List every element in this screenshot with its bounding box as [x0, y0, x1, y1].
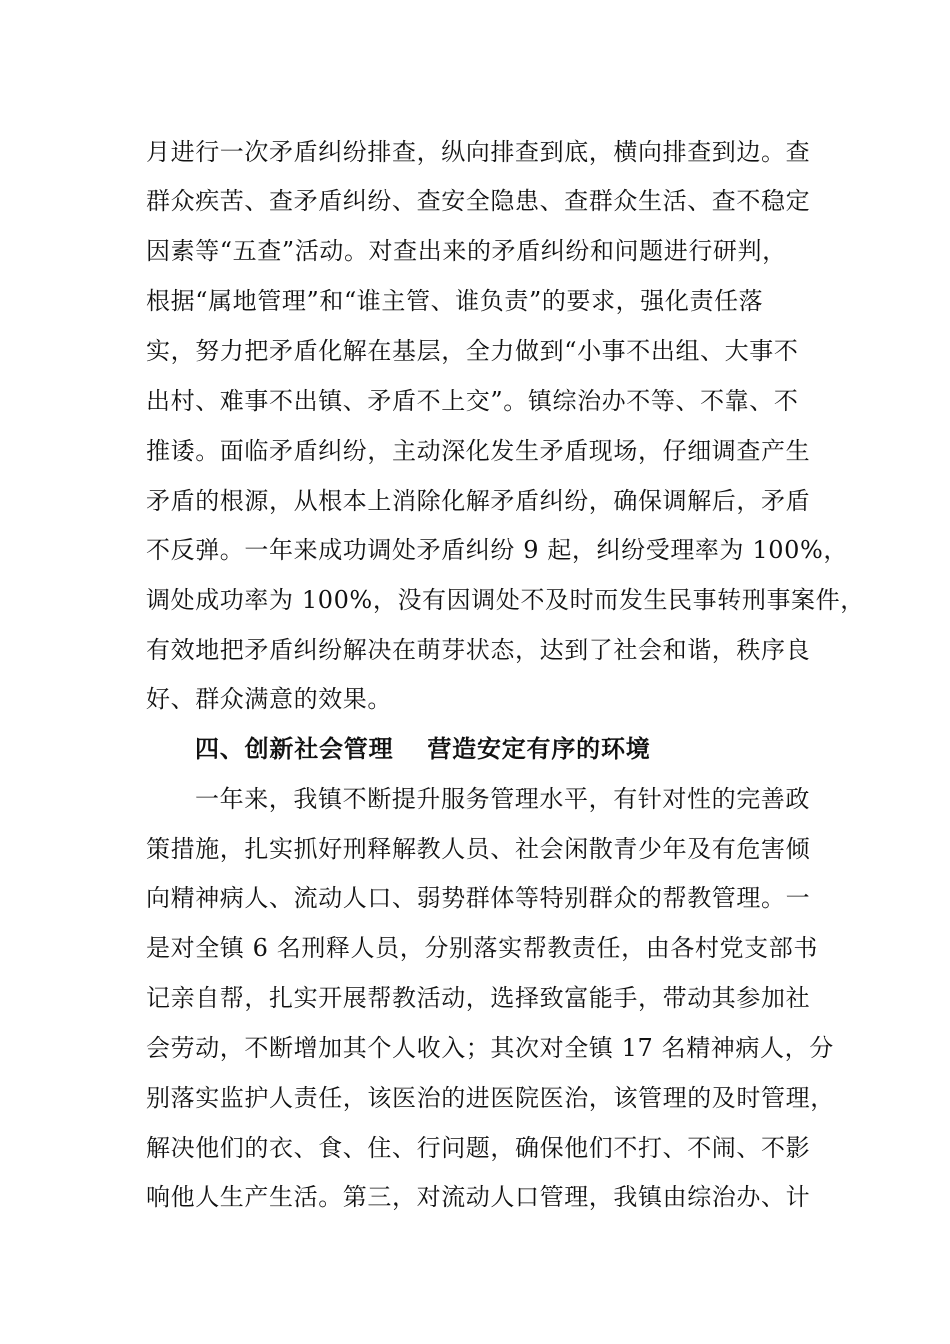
body-text-line: 不反弹。一年来成功调处矛盾纠纷 9 起，纠纷受理率为 100%，	[146, 536, 848, 564]
body-text-line: 有效地把矛盾纠纷解决在萌芽状态，达到了社会和谐，秩序良	[146, 636, 811, 664]
body-text-line: 出村、难事不出镇、矛盾不上交”。镇综治办不等、不靠、不	[146, 387, 799, 415]
body-text-line: 记亲自帮，扎实开展帮教活动，选择致富能手，带动其参加社	[146, 984, 811, 1012]
paragraph-first-line: 一年来，我镇不断提升服务管理水平，有针对性的完善政	[195, 785, 810, 813]
section-heading: 四、创新社会管理 营造安定有序的环境	[195, 735, 651, 763]
body-text-line: 推诿。面临矛盾纠纷，主动深化发生矛盾现场，仔细调查产生	[146, 437, 811, 465]
body-text-line: 实，努力把矛盾化解在基层，全力做到“小事不出组、大事不	[146, 337, 799, 365]
body-text-line: 根据“属地管理”和“谁主管、谁负责”的要求，强化责任落	[146, 287, 764, 315]
body-text-line: 矛盾的根源，从根本上消除化解矛盾纠纷，确保调解后，矛盾	[146, 487, 811, 515]
body-text-line: 是对全镇 6 名刑释人员，分别落实帮教责任，由各村党支部书	[146, 934, 818, 962]
body-text-line: 响他人生产生活。第三，对流动人口管理，我镇由综治办、计	[146, 1183, 811, 1211]
body-text-line: 月进行一次矛盾纠纷排查，纵向排查到底，横向排查到边。查	[146, 138, 811, 166]
body-text-line: 解决他们的衣、食、住、行问题，确保他们不打、不闹、不影	[146, 1134, 811, 1162]
body-text-line: 别落实监护人责任，该医治的进医院医治，该管理的及时管理，	[146, 1084, 835, 1112]
body-text-line: 群众疾苦、查矛盾纠纷、查安全隐患、查群众生活、查不稳定	[146, 187, 811, 215]
body-text-line: 向精神病人、流动人口、弱势群体等特别群众的帮教管理。一	[146, 884, 811, 912]
body-text-line: 调处成功率为 100%，没有因调处不及时而发生民事转刑事案件，	[146, 586, 865, 614]
body-text-line: 因素等“五查”活动。对查出来的矛盾纠纷和问题进行研判，	[146, 237, 787, 265]
body-text-line: 会劳动，不断增加其个人收入；其次对全镇 17 名精神病人，分	[146, 1034, 834, 1062]
body-text-line: 策措施，扎实抓好刑释解教人员、社会闲散青少年及有危害倾	[146, 835, 811, 863]
body-text-line: 好、群众满意的效果。	[146, 685, 392, 713]
